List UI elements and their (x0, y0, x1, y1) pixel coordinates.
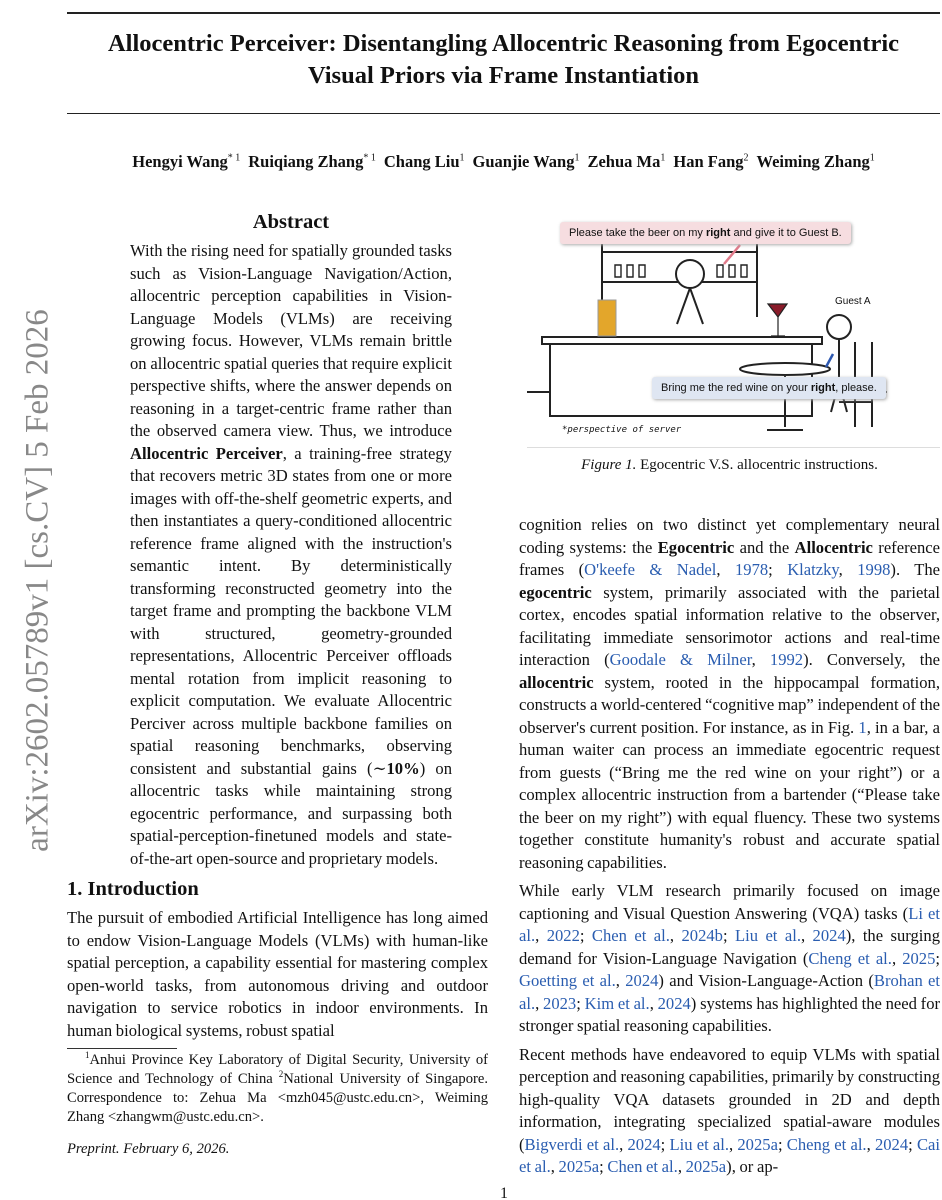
text: ; (908, 1134, 917, 1154)
paper-title (67, 28, 940, 92)
citation-link[interactable]: Klatzky (787, 560, 839, 579)
title-line: Allocentric Perceiver: Disentangling Allocentric Reasoning from Egocentric (107, 30, 900, 57)
text: ), the surging demand for Vision-Language Navigation ( (519, 926, 940, 968)
author-affiliation-mark: * 1 (363, 152, 376, 164)
text: cognition relies on two distinct yet complementary neural coding systems: the (519, 515, 940, 557)
bubble-text: , please. (835, 382, 877, 394)
author-affiliation-mark: 2 (743, 152, 749, 164)
text: While early VLM research primarily focused on image captioning and Visual Question Answering (VQA) tasks ( (519, 881, 940, 923)
author-affiliation-mark: * 1 (227, 152, 241, 164)
paragraph (519, 880, 940, 1038)
text: system, primarily associated with the parietal cortex, encodes spatial information relative to the observer, facilitating immediate sensorimotor actions and real-time interaction ( (519, 582, 940, 669)
text: ) and Vision-Language-Action ( (658, 971, 874, 990)
citation-link[interactable]: Kim et al. (584, 993, 650, 1013)
text: ; (935, 948, 940, 968)
citation-link[interactable]: 2024 (627, 1134, 661, 1154)
abstract-heading: Abstract (252, 211, 330, 233)
citation-link[interactable]: Cheng et al. (808, 948, 892, 968)
text: , (729, 1134, 738, 1154)
text: , a training-free strategy that recovers metric 3D states from one or more images with off-the-shelf geometric experts, and then instantiates a query-conditioned allocentric reference frame aligned with the instruction's semantic intent. By deterministically transforming reconstructed geometry into the target frame and prompting the backbone VLM with structured, geometry-grounded representations, Allocentric Perceiver offloads mental rotation from implicit reasoning to explicit computation. We evaluate Allocentric Perciver across multiple backbone families on spatial reasoning benchmarks, observing consistent and substantial gains (∼ (130, 443, 452, 778)
citation-link[interactable]: 2024 (812, 926, 846, 945)
abstract-body (130, 240, 452, 870)
text: ), or ap- (726, 1157, 779, 1176)
text: ; (768, 560, 788, 579)
author-name: Hengyi Wang (132, 152, 228, 171)
text: , (669, 926, 682, 945)
author-affiliation-mark: 1 (869, 152, 875, 164)
bubble-text: Please take the beer on my (569, 227, 706, 239)
citation-link[interactable]: Goetting et al. (519, 971, 616, 990)
text: ; (576, 993, 585, 1013)
text: ) on allocentric tasks while maintaining strong egocentric performance, and surpassing both spatial-perception-finetuned models and state-of-the-art open-source and proprietary models. (130, 758, 452, 868)
citation-link[interactable]: 2025a (737, 1134, 778, 1154)
paragraph (130, 240, 452, 870)
author (673, 152, 748, 171)
bold-text: egocentric (519, 582, 592, 602)
citation-link[interactable]: O'keefe & Nadel (584, 560, 717, 579)
figure-1-illustration (527, 212, 940, 447)
text: , (716, 560, 735, 579)
bold-text: allocentric (519, 672, 594, 692)
text: , (891, 948, 903, 968)
citation-link[interactable]: Liu et al. (669, 1134, 730, 1154)
affil-text: Anhui Province Key Laboratory of Digital Security, University of Science and Technology of China (67, 1052, 488, 1087)
footnote (67, 1051, 488, 1127)
right-column-body (519, 514, 940, 1185)
text: , (649, 993, 658, 1013)
bold-text: Egocentric (657, 537, 735, 557)
author (587, 152, 665, 171)
citation-link[interactable]: 2025 (902, 948, 936, 968)
citation-link[interactable]: 2024 (625, 971, 659, 990)
text: ). Conversely, the (803, 650, 940, 669)
author (248, 152, 376, 171)
citation-link[interactable]: Bigverdi et al. (524, 1134, 620, 1154)
author-affiliation-mark: 1 (660, 152, 666, 164)
paragraph (519, 514, 940, 874)
citation-link[interactable]: 2023 (543, 993, 577, 1013)
affil-mark: 2 (278, 1069, 284, 1080)
text: With the rising need for spatially grounded tasks such as Vision-Language Navigation/Action, allocentric perception capabilities in Vision-Language Models (VLMs) are receiving growing focus. However, VLMs remain brittle on allocentric spatial queries that require explicit perspective shifts, where the answer depends on reasoning in a target-centric frame rather than the observed camera view. Thus, we introduce (130, 241, 452, 440)
citation-link[interactable]: 2024b (681, 926, 723, 945)
text: , (615, 971, 626, 990)
citation-link[interactable]: Chen et al. (607, 1157, 678, 1176)
text: and the (734, 537, 795, 557)
citation-link[interactable]: 1992 (769, 650, 804, 669)
citation-link[interactable]: 2025a (558, 1157, 600, 1176)
arxiv-stamp: arXiv:2602.05789v1 [cs.CV] 5 Feb 2026 (19, 309, 56, 852)
preprint-date: Preprint. February 6, 2026. (67, 1141, 230, 1157)
author (473, 152, 580, 171)
text: ; (722, 926, 735, 945)
introduction-heading: 1. Introduction (67, 878, 199, 900)
paragraph (67, 907, 488, 1042)
figure-divider (527, 447, 940, 448)
author-name: Weiming Zhang (756, 152, 870, 171)
citation-link[interactable]: Chen et al. (591, 926, 670, 945)
paragraph (519, 1044, 940, 1179)
affil-text: National University of Singapore. Correspondence to: Zehua Ma <mzh045@ustc.edu.cn>, Weiming Zhang <zhangwm@ustc.edu.cn>. (67, 1071, 488, 1125)
affil-mark: 1 (85, 1050, 90, 1061)
text: , (677, 1157, 686, 1176)
citation-link[interactable]: 1978 (734, 560, 769, 579)
guest-label: Guest A (835, 296, 871, 307)
author-name: Ruiqiang Zhang (248, 152, 364, 171)
text: ; (777, 1134, 787, 1154)
guest-instruction-bubble (652, 377, 886, 399)
figure-caption (519, 457, 940, 474)
text: , (800, 926, 813, 945)
bubble-text: Bring me the red wine on your (661, 382, 811, 394)
text: Recent methods have endeavored to equip VLMs with spatial perception and reasoning capabilities, primarily by constructing high-quality VQA datasets grounded in 2D and depth information, integrating specialized spatial-aware modules ( (519, 1044, 940, 1154)
author-name: Chang Liu (383, 152, 460, 171)
citation-link[interactable]: Goodale & Milner (609, 650, 752, 669)
text: ; (660, 1134, 670, 1154)
text: The pursuit of embodied Artificial Intelligence has long aimed to endow Vision-Language Models (VLMs) with human-like spatial perception, a capability essential for mastering complex open-world tasks, from autonomous driving and outdoor navigation to service robotics in indoor environments. In human biological systems, robust spatial (67, 908, 488, 1040)
bubble-emphasis: right (810, 382, 836, 394)
citation-link[interactable]: 2024 (657, 993, 691, 1013)
author-name: Han Fang (673, 152, 744, 171)
bubble-emphasis: right (705, 227, 731, 239)
text: ). The (890, 560, 941, 579)
author (757, 152, 875, 171)
server-instruction-bubble (560, 222, 851, 244)
text: , in a bar, a human waiter can process an immediate egocentric request from guests (“Bring me the red wine on your right”) or a complex allocentric instruction from a bartender (“Please take the beer on my right”) with equal fluency. These two systems together constitute humanity's robust and accurate spatial reasoning capabilities. (519, 717, 940, 872)
caption-text: Egocentric V.S. allocentric instructions. (636, 457, 878, 473)
text: , (838, 560, 858, 579)
bar-scene-drawing (527, 212, 940, 447)
title-line: Visual Priors via Frame Instantiation (307, 62, 700, 89)
text: , (550, 1157, 559, 1176)
bold-text: Allocentric Perceiver (130, 443, 283, 463)
text: , (535, 993, 544, 1013)
perspective-note: *perspective of server (562, 425, 682, 435)
citation-link[interactable]: Liu et al. (734, 926, 801, 945)
text: ) systems has highlighted the need for stronger spatial reasoning capabilities. (519, 993, 941, 1035)
introduction-body (67, 907, 488, 1042)
bubble-text: and give it to Guest B. (730, 227, 842, 239)
author (384, 152, 465, 171)
citation-link[interactable]: 2025a (685, 1157, 727, 1176)
footnote-rule (67, 1048, 177, 1049)
text: , (619, 1134, 628, 1154)
author-name: Guanjie Wang (472, 152, 575, 171)
citation-link[interactable]: Li et al. (519, 903, 940, 945)
text: , (535, 926, 547, 945)
page-number: 1 (500, 1185, 508, 1200)
author-affiliation-mark: 1 (574, 152, 580, 164)
author-affiliation-mark: 1 (459, 152, 465, 164)
text: reference frames ( (519, 537, 940, 579)
top-rule (67, 12, 940, 14)
author-list (67, 152, 940, 172)
bold-text: Allocentric (794, 537, 873, 557)
text: , (751, 650, 770, 669)
bold-text: 10% (386, 758, 420, 778)
author-name: Zehua Ma (587, 152, 661, 171)
citation-link[interactable]: Brohan et al. (519, 971, 941, 1013)
title-rule (67, 113, 940, 114)
citation-link[interactable]: Cheng et al. (786, 1134, 867, 1154)
citation-link[interactable]: 1998 (857, 560, 891, 579)
citation-link[interactable]: 1 (858, 717, 867, 737)
citation-link[interactable]: Cai et al. (519, 1134, 940, 1176)
caption-label: Figure 1. (581, 457, 637, 473)
citation-link[interactable]: 2022 (546, 926, 580, 945)
text: system, rooted in the hippocampal formation, constructs a world-centered “cognitive map” independent of the observer's current position. For instance, as in Fig. (519, 672, 940, 737)
text: ; (599, 1157, 608, 1176)
text: ; (579, 926, 592, 945)
text: , (866, 1134, 875, 1154)
citation-link[interactable]: 2024 (874, 1134, 909, 1154)
author (132, 152, 240, 171)
